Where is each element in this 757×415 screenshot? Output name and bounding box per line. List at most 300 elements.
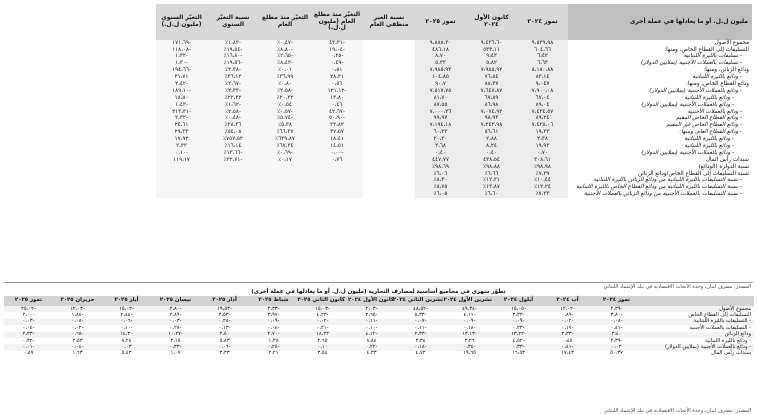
value-cell [207,164,259,171]
value-cell: ١٣،٨٠ [311,95,363,102]
value-cell: ٨،٢٤ [121,337,132,344]
value-cell: ٠،١٠ [298,344,347,350]
value-cell: ١٨،٤١ [311,136,363,143]
value-cell [259,192,311,199]
row-label: التسليفات إلى القطاع الخاص، ومنها: [664,46,749,53]
value-cell [311,178,363,185]
value-cell [363,171,415,178]
table-row [156,130,752,137]
value-cell: -٠،٣٣ [151,344,200,350]
value-cell [363,54,415,61]
value-cell: ٣،٢٦ [464,337,475,344]
monthly-evolution-table [4,296,754,357]
value-cell [363,130,415,137]
value-cell [311,192,363,199]
table-row [156,136,752,143]
value-cell: ٩،٤٣٦،٦٠ [466,40,517,47]
header-cell: تموز ٢٠٢٥ [415,4,466,40]
value-cell: ٣،٤٠ [592,332,641,338]
value-cell: -٠،٢٢ [347,344,396,350]
value-cell: ٨٧،٥٥ [415,102,466,109]
row-label: سندات رأس المال [711,350,751,357]
value-cell: ٢،٦٨ [415,143,466,150]
value-cell: -٠،٠٤ [267,324,280,331]
value-cell [207,178,259,185]
table-row [156,74,752,81]
value-cell: -١٢١،١٢ [311,88,363,95]
value-cell: -٤٣،٣١ [311,40,363,47]
table-caption: تطوّر شهري في مجاميع أساسية لمصارف التجارية (مليون ل.ل. أو ما يعادلها في عملة أخرى) [251,289,506,295]
value-cell: ٠،٨٠٪ [259,81,311,88]
value-cell: ٠،٥١ [311,68,363,75]
header-cell: كانون الثاني ٢٠٢٥ [298,296,347,306]
value-cell: -١٥،٠٣ [102,306,151,312]
row-label: - ودائع بالليرة اللبنانية [692,74,742,81]
value-cell: -٢،٧٠ [249,332,298,338]
value-cell: ٤٣٨،٥٤ [466,157,517,164]
value-cell: ٧،٩٨٥،٩٢ [466,68,517,75]
value-cell: ٧،٠٧٤،٩٣ [466,109,517,116]
value-cell: -٢،٦٥ [365,311,378,318]
value-cell: -٠،٠٢ [543,319,592,325]
row-label: نسبة الدولرة (الودائع) [698,163,749,170]
value-cell: -٠،٠٢ [298,319,347,325]
value-cell: ١،٦٣ [72,350,83,357]
value-cell [363,81,415,88]
value-cell: ٣،٣٣ [156,143,207,150]
value-cell: -٠،٠٨ [592,319,641,325]
value-cell: ٧،٤٣٨،٠٦ [517,123,568,130]
value-cell: -١٢،٠٣ [53,306,102,312]
value-cell: ٠،٧٦ [311,157,363,164]
value-cell: ٥،٣٨٪ [259,123,311,130]
value-cell: -١،٨٣٪ [207,40,259,47]
value-cell: -٠،٠٩ [445,319,494,325]
value-cell: ٥،٨٢ [466,61,517,68]
value-cell: ٨٨،٣٧ [466,81,517,88]
header-cell: آذار ٢٠٢٥ [200,296,249,306]
value-cell: ١١٩،١٧ [156,157,207,164]
value-cell: ٦٧،٣٤٪ [259,143,311,150]
value-cell [363,157,415,164]
value-cell: ٧،٥١٧،٧٥ [415,88,466,95]
divider [4,282,753,283]
value-cell: -١٩،٥٦٪ [207,61,259,68]
row-label: التسليفات إلى القطاع الخاص [688,311,751,318]
value-cell: -٠،١٨ [396,344,445,350]
header-cell: شباط ٢٠٢٥ [249,296,298,306]
value-cell: -٢،٨٠ [151,306,200,312]
value-cell [311,164,363,171]
header-cell: كانون الأول ٢٠٢٤ [466,4,517,40]
value-cell: ٢٤،٦١ [156,123,207,130]
value-cell: -٨،٨٠٪ [259,47,311,54]
table-row [156,88,752,95]
row-label: - ودائع بالعملات الأجنبية (بملايين الدولار) [641,149,734,156]
value-cell: ٢٠،٣٠ [415,136,466,143]
value-cell: ١٣،٨٧٪ [466,185,517,192]
value-cell: -٠،٠٤ [53,344,102,350]
value-cell: -٠،٤٨٪ [207,116,259,123]
value-cell: ٧،٠٠٠،٢٦ [415,109,466,116]
table-row [156,61,752,68]
value-cell: ٧٦،٥٤ [466,74,517,81]
value-cell: -٠،٢٣ [512,324,525,331]
value-cell: -٠،١٠ [365,324,378,331]
value-cell [311,185,363,192]
value-cell: ٧،٣٣٪ [517,192,568,199]
value-cell: ٩،٥٣٩،٩٨ [517,40,568,47]
value-cell: ٨٩،٠٤ [517,102,568,109]
header-cell: التغيّر السنوي (مليون ل.ل.) [156,4,207,40]
value-cell: ٥٦،٦١ [466,130,517,137]
value-cell: ٢،٢١ [268,350,279,357]
value-cell: -١٦،٨٠٪ [207,54,259,61]
value-cell [363,102,415,109]
value-cell [156,178,207,185]
value-cell: -٤٨،٥٢ [396,306,445,312]
value-cell [207,185,259,192]
value-cell: -٢،٣٢ [156,116,207,123]
table-row [156,40,752,47]
table-row [156,102,752,109]
value-cell [363,40,415,47]
source-note: المصدر: مصرف لبنان، وحدة الأبحاث الاقتصادية في بنك الإعتماد اللبناني [603,284,751,290]
value-cell: -١٣،١٣ [445,332,494,338]
value-cell: ١٨،٥٠ [156,95,207,102]
row-label: ودائع الزبائن [641,332,754,338]
value-cell: -٠،٤١ [610,324,623,331]
header-cell: كانون الأول ٢٠٢٤ [347,296,396,306]
header-cell: أيلول ٢٠٢٤ [494,296,543,306]
value-cell: ١٦،٥٣ [512,350,525,357]
value-cell: ٩٨،٩٨٪ [517,164,568,171]
value-cell [156,185,207,192]
row-label: مجموع الأصول [641,306,754,312]
value-cell: ١٦،١٤٪ [207,143,259,150]
value-cell: ٨،٣٠٪ [415,178,466,185]
value-cell: -١٢،٠٢ [543,306,592,312]
value-cell: ٠،٠٣ [102,344,151,350]
value-cell: ٢،٣٨ [517,136,568,143]
value-cell: -١٩،٥٤٪ [207,47,259,54]
value-cell: ١٧،٤٣ [561,350,574,357]
value-cell: ٨،٧٠ [415,54,466,61]
value-cell [363,150,415,157]
value-cell [363,109,415,116]
value-cell: -٢،٤٢ [156,81,207,88]
value-cell: -٠،٢٥ [311,54,363,61]
table-row [156,150,752,157]
header-cell: نسبة الغير منطقي العام [363,4,415,40]
value-cell: ٧،٢٤٢،٩٨ [466,123,517,130]
value-cell: ٣٦،١٢٪ [207,74,259,81]
row-label: - نسبة التسليفات بالعملات الأجنبية من ودائع الزبائن بالعملات الأجنبية [583,191,742,198]
value-cell [363,192,415,199]
value-cell: ٢،١٥ [170,337,181,344]
value-cell: -٠،٠٧ [396,319,445,325]
value-cell: ٩٨،٩٣ [466,116,517,123]
value-cell: ٨،٧٥٪ [415,185,466,192]
value-cell: -٠،٣٤ [445,344,494,350]
row-label: - نسبة التسليفات بالليرة اللبنانية من ودائع القطاع الخاص بالليرة اللبنانية [576,184,742,191]
header-cell: نيسان ٢٠٢٥ [151,296,200,306]
value-cell: ٥٠،٣٧ [610,350,623,357]
value-cell: ١،٣٨ [268,337,279,344]
row-label: - ودائع بالعملات الأجنبية (بملايين الدولار) [649,87,742,94]
value-cell: -٠،٢٥ [249,344,298,350]
value-cell: ٦٠٤،٦٦ [517,47,568,54]
value-cell: ٩٩،٩٧ [415,116,466,123]
value-cell: -٢،٠٠ [22,311,35,318]
table-header-row [4,296,754,306]
row-label: - ودائع بالليرة اللبنانية [684,94,734,101]
value-cell: -٣،٣٣ [543,332,592,338]
value-cell: -٠،٨٩ [561,311,574,318]
row-label: - ودائع القطاع الخاص غير المقيم [666,122,742,129]
value-cell: ٦٧،٨٩ [466,95,517,102]
table-row [4,351,754,357]
value-cell: ٦٧،٠٤ [517,95,568,102]
value-cell: ١٢،٢٤٪ [517,185,568,192]
value-cell: -٤٩،٣٤ [445,306,494,312]
value-cell [259,171,311,178]
value-cell: ٨،٨٤ [366,337,377,344]
value-cell: -٠،١٨ [463,324,476,331]
value-cell: ٦٣٩،٨٧٪ [259,136,311,143]
value-cell [156,164,207,171]
value-cell: -٣٢،٧١٪ [207,157,259,164]
value-cell: -١٩٤،٦٦ [156,68,207,75]
value-cell: ٧،٦٤٧،٨٧ [466,88,517,95]
row-label: - تسليفات بالليرة اللبنانية [683,53,742,60]
row-label: مجموع الأصول [714,39,749,46]
value-cell: ٠،٤٠ [466,150,517,157]
value-cell: ٦،٦٣ [517,61,568,68]
value-cell: -٢،٦٥٪ [259,54,311,61]
value-cell: -١،٣٠ [156,61,207,68]
value-cell: ٣،٥٤ [317,350,328,357]
value-cell [259,185,311,192]
row-label: - نسبة التسليفات بالليرة اللبنانية من ودائع الزبائن بالليرة اللبنانية [593,177,742,184]
header-cell [641,296,754,306]
value-cell: ٥،٤٣ [121,350,132,357]
value-cell [363,123,415,130]
value-cell: ٠،٧٠ [517,150,568,157]
value-cell [311,171,363,178]
value-cell: ١٩،٣٣ [517,130,568,137]
value-cell: -٤،١٢ [347,332,396,338]
value-cell: ٣٦،٩٩٪ [259,74,311,81]
row-label: - ودائع القطاع العام، ومنها: [679,129,742,136]
value-cell: -٤،٢٣ [316,311,329,318]
value-cell: ٥٤،٠٨٪ [207,130,259,137]
value-cell: -١،٣٣ [156,54,207,61]
value-cell: ٤٤٧،٧٧ [415,157,466,164]
value-cell: ٠،٤٦ [311,102,363,109]
value-cell [156,171,207,178]
value-cell: -٠،٣٢ [22,337,35,344]
value-cell: -٠،٠٤ [22,324,35,331]
value-cell: -٠،٠٦ [200,344,249,350]
value-cell: -٣،٣٣ [512,311,525,318]
value-cell [363,185,415,192]
value-cell: ١٠٤،٨٥ [415,74,466,81]
value-cell: -١،٦٢٪ [207,102,259,109]
value-cell: -٣،٩٧ [267,311,280,318]
value-cell: ١٤،٣٠ [102,332,151,338]
value-cell [207,192,259,199]
value-cell: -١٩،٠٤ [311,47,363,54]
value-cell: ٨،٢٤ [466,143,517,150]
value-cell: -٢،٥٨٪ [207,109,259,116]
row-label: - ودائع القطاع الخاص المقيم [675,115,742,122]
value-cell [363,143,415,150]
value-cell: ٢٨،٣٦٪ [207,123,259,130]
header-cell: تشرين الأول ٢٠٢٤ [445,296,494,306]
value-cell: ٠،٥٦ [311,81,363,88]
header-cell: تموز ٢٠٢٤ [517,4,568,40]
value-cell: ١٢،٣١٪ [466,178,517,185]
value-cell: -١٩،٥٣ [200,306,249,312]
value-cell: ٦،٠٥٪ [415,192,466,199]
row-label: - ودائع بالعملات الأجنبية [687,108,742,115]
row-label: - ودائع بالليرة اللبنانية [684,136,734,143]
value-cell: -٢،٠٣ [347,306,396,312]
value-cell [363,95,415,102]
header-cell: تموز ٢٠٢٥ [4,296,53,306]
value-cell: -٠،٤١ [543,344,592,350]
value-cell: ٣٧،٥٧ [311,130,363,137]
value-cell: ٧،٤٣٤،٥٧ [517,109,568,116]
value-cell: ٦٦،٣٧٪ [259,130,311,137]
value-cell: -٠،٤٩ [311,61,363,68]
value-cell: -١٨٩،١٠ [156,88,207,95]
value-cell: ٨٩،٢٤ [517,116,568,123]
value-cell: ٨٣،١٤ [517,74,568,81]
value-cell [259,164,311,171]
value-cell: ٠،٤٠ [415,150,466,157]
value-cell: ٢،٨٨ [466,136,517,143]
value-cell: ٢،٦٥ [317,337,328,344]
value-cell: -٣،٨٠ [610,311,623,318]
value-cell [363,164,415,171]
table-row [156,68,752,75]
header-cell: آب ٢٠٢٤ [543,296,592,306]
value-cell: ٦،٦٠٪ [466,192,517,199]
value-cell: -٥،٧٤٪ [259,116,311,123]
value-cell [363,74,415,81]
value-cell: -٢،٣٣ [396,332,445,338]
value-cell: -١٥،٠٣ [298,306,347,312]
value-cell: -٢،٥٨٪ [259,88,311,95]
value-cell: ٧،١٩٤،١٨ [415,123,466,130]
value-cell: -٠،١١ [414,324,427,331]
value-cell [207,171,259,178]
value-cell: -٠،٢١ [316,324,329,331]
value-cell: ٠،٤٨ [562,337,573,344]
value-cell: -٠،٠٩ [494,319,543,325]
value-cell: ٦٠،٢٣ [415,130,466,137]
value-cell: -٠،٠١ [4,344,53,350]
value-cell: -١٥،٠٥ [494,306,543,312]
value-cell: -٠،١٠ [156,150,207,157]
value-cell: ٣٠٨،٦١ [517,157,568,164]
value-cell: ٧،٣٩٪ [517,171,568,178]
value-cell: ٨٦،٩٨ [466,102,517,109]
value-cell: -٠،١١ [347,319,396,325]
header-cell: أيار ٢٠٢٥ [102,296,151,306]
value-cell: ٠،٠٢ [592,344,641,350]
value-cell: ١٤،٥١ [311,143,363,150]
value-cell: -٤٢،٦٧ [311,109,363,116]
value-cell: -١،٨٤ [71,311,84,318]
value-cell: ٢٩،٣٣ [156,130,207,137]
value-cell: -١٣،٢٢ [494,332,543,338]
value-cell: -٢،٣٣٪ [207,88,259,95]
table-row [156,116,752,123]
value-cell [363,116,415,123]
value-cell: ٧،٩٨٥،٩٢ [415,68,466,75]
value-cell: -٢٥،٠٢ [4,306,53,312]
value-cell: ٢،٥٠ [200,332,249,338]
value-cell: ٨١،٧٠ [415,95,466,102]
header-cell: تموز ٢٠٢٤ [592,296,641,306]
value-cell: -٤،١١ [463,311,476,318]
table-header-row [156,4,752,40]
value-cell: -٢،٤٤ [120,311,133,318]
value-cell: ١٠،٤٤٪ [517,178,568,185]
value-cell: ١٩،٦٥ [463,350,476,357]
value-cell: ٦،٦٦٪ [466,171,517,178]
value-cell: ٠،٨٧ [23,350,34,357]
row-label: - تسليفات بالعملات الأجنبية (بملايين الدولار) [640,60,742,67]
value-cell: -٠،٠٣ [151,319,200,325]
value-cell [156,192,207,199]
value-cell: -٠،١٧ [561,324,574,331]
header-cell: التغيّر منذ مطلع العام [259,4,311,40]
value-cell: ٨،١٨٠،٨٨ [517,68,568,75]
value-cell: ٦،٤٢ [517,54,568,61]
value-cell: ٤،٣٣ [366,350,377,357]
value-cell: -١٣،٦٦٪ [207,150,259,157]
row-label: ودائع القطاع الخاص، ومنها: [685,80,749,87]
header-cell: تشرين الثاني ٢٠٢٤ [396,296,445,306]
value-cell: ٤٨٦،١٨ [415,47,466,54]
value-cell: -٠،٠٩ [249,319,298,325]
value-cell: ٦،٠٦٪ [415,171,466,178]
value-cell: -٠،٥٧٪ [259,109,311,116]
value-cell: ٠،٥٤٪ [259,102,311,109]
value-cell: -٨،٤٣٪ [259,61,311,68]
value-cell: -٤،٥٢ [512,337,525,344]
value-cell: ٢٢،٣٢٪ [207,95,259,102]
row-label: - ودائع بالعملات الأجنبية (بملايين الدولار) [641,344,754,350]
table-row [156,109,752,116]
value-cell: ٩٨،٦٩٪ [415,164,466,171]
value-cell: ١٩،٩٣ [517,143,568,150]
value-cell: -٣،٣٣ [249,306,298,312]
value-cell: ٩،٨٨٨،٣٠ [415,40,466,47]
value-cell [363,136,415,143]
value-cell: -١٠،٢٧ [151,332,200,338]
value-cell: ٩،٠٤٧ [517,81,568,88]
row-label: - ودائع بالليرة اللبنانية [705,337,751,344]
value-cell: -٠،٤٧٪ [259,40,311,47]
value-cell [363,68,415,75]
row-label: ودائع الزبائن، ومنها: [703,67,749,74]
banking-aggregates-table [156,4,752,198]
